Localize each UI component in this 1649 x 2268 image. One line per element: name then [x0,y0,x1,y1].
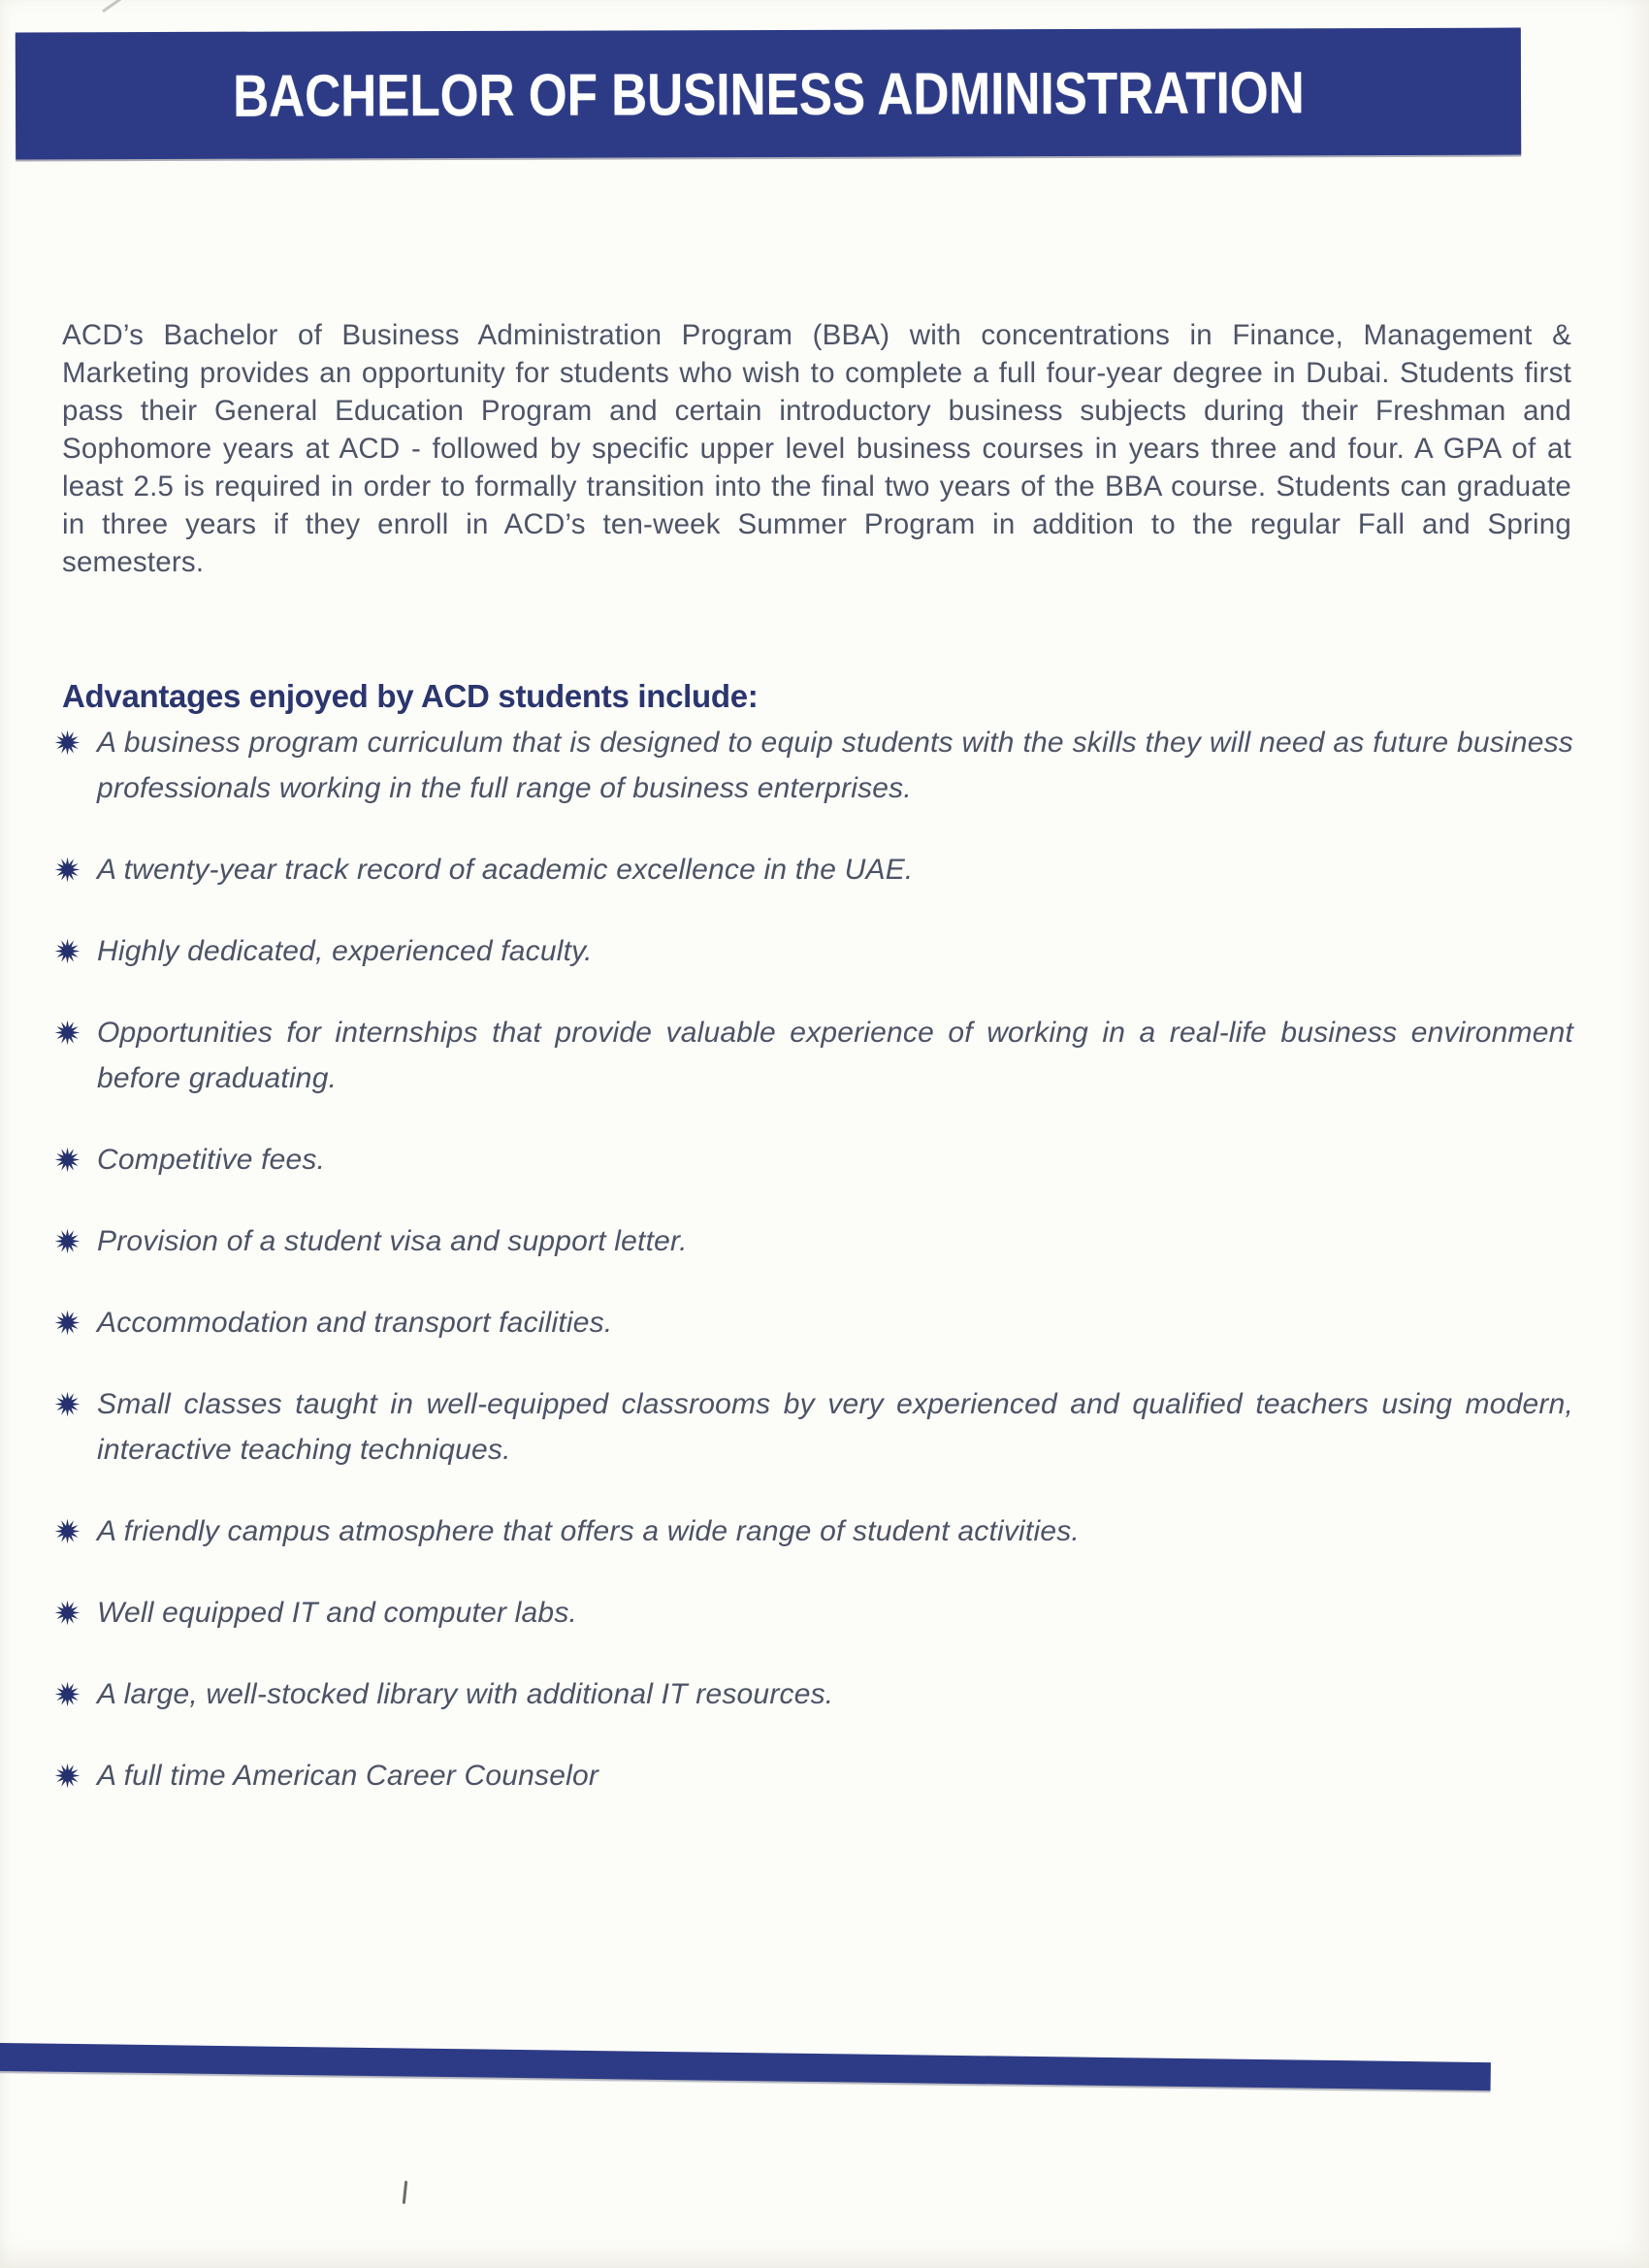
star-bullet-icon [54,720,97,756]
list-item-text: A large, well-stocked library with additional IT resources. [97,1678,834,1710]
list-item-text: A friendly campus atmosphere that offers a wide range of student activities. [97,1515,1080,1547]
bottom-rule-bar [0,2043,1491,2090]
list-item [54,1753,1575,1798]
list-item-text: Competitive fees. [97,1144,326,1176]
intro-paragraph: ACD’s Bachelor of Business Administration Program (BBA) with concentrations in Finance, Management & Marketing provides an opportunity for students who wish to complete a full four-year degree in Dubai. Students first pass their General Education Program and certain introductory business subjects during their Freshman and Sophomore years at ACD - followed by specific upper level business courses in years three and four. A GPA of at least 2.5 is required in order to formally transition into the final two years of the BBA course. Students can graduate in three years if they enroll in ACD’s ten-week Summer Program in addition to the regular Fall and Spring semesters. [62,318,1571,578]
list-item [54,1300,1575,1345]
list-item-text: Highly dedicated, experienced faculty. [97,935,593,967]
scan-artifact [403,2181,407,2204]
advantages-heading: Advantages enjoyed by ACD students include: [62,678,759,715]
list-item [54,1381,1575,1473]
star-bullet-icon [54,847,97,883]
list-item-text: Provision of a student visa and support letter. [97,1225,688,1257]
star-bullet-icon [54,1137,97,1173]
list-item [54,1010,1575,1101]
list-item [54,1137,1575,1183]
star-bullet-icon [54,1508,97,1544]
list-item-text: A full time American Career Counselor [97,1760,599,1792]
star-bullet-icon [54,928,97,964]
list-item [54,720,1575,811]
star-bullet-icon [54,1381,97,1417]
list-item-text: Small classes taught in well-equipped classrooms by very experienced and qualified teachers using modern, interactive teaching techniques. [97,1388,1573,1466]
list-item [54,928,1575,974]
list-item-text: Well equipped IT and computer labs. [97,1597,578,1629]
star-bullet-icon [54,1300,97,1336]
title-banner [16,28,1521,160]
star-bullet-icon [54,1010,97,1046]
list-item [54,1590,1575,1636]
list-item [54,1508,1575,1554]
list-item-text: A business program curriculum that is designed to equip students with the skills they will need as future business professionals working in the full range of business enterprises. [97,727,1573,804]
star-bullet-icon [54,1590,97,1626]
page-title: BACHELOR OF BUSINESS ADMINISTRATION [232,58,1305,129]
list-item-text: Accommodation and transport facilities. [97,1307,613,1339]
scan-artifact [102,0,121,13]
star-bullet-icon [54,1671,97,1707]
list-item [54,1671,1575,1717]
list-item [54,1218,1575,1264]
star-bullet-icon [54,1753,97,1789]
list-item-text: Opportunities for internships that provide valuable experience of working in a real-life business environment before graduating. [97,1017,1573,1094]
list-item [54,847,1575,892]
list-item-text: A twenty-year track record of academic excellence in the UAE. [97,854,914,886]
advantages-list [54,720,1575,1834]
star-bullet-icon [54,1218,97,1254]
